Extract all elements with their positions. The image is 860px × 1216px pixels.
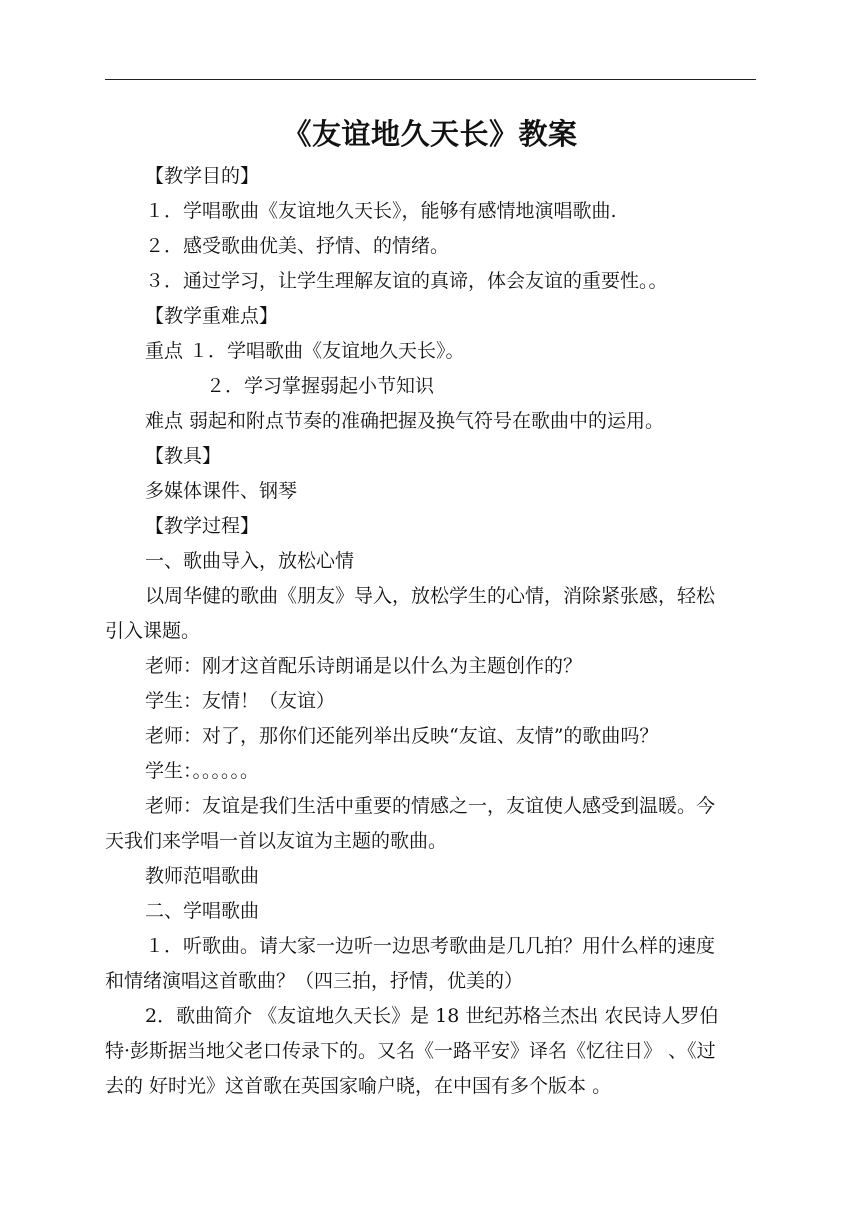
section-heading-objectives: 【教学目的】 <box>145 165 260 187</box>
objective-2: ２．感受歌曲优美、抒情、的情绪。 <box>145 235 450 257</box>
document-title: 《友谊地久天长》教案 <box>282 117 578 151</box>
dialogue-line: 老师：刚才这首配乐诗朗诵是以什么为主题创作的？ <box>145 655 583 677</box>
section-heading-process: 【教学过程】 <box>145 515 260 537</box>
key-point-1: 重点 １．学唱歌曲《友谊地久天长》。 <box>145 340 465 362</box>
step-2-heading: 二、学唱歌曲 <box>145 900 260 922</box>
paragraph-line: 教师范唱歌曲 <box>145 865 260 887</box>
section-heading-materials: 【教具】 <box>145 445 222 467</box>
key-point-2: ２．学习掌握弱起小节知识 <box>206 375 435 397</box>
section-heading-key-points: 【教学重难点】 <box>145 305 279 327</box>
objective-3: ３．通过学习，让学生理解友谊的真谛，体会友谊的重要性。。 <box>145 270 668 292</box>
paragraph-line: 以周华健的歌曲《朋友》导入，放松学生的心情，消除紧张感，轻松 <box>145 585 716 607</box>
materials-text: 多媒体课件、钢琴 <box>145 480 298 502</box>
difficult-point: 难点 弱起和附点节奏的准确把握及换气符号在歌曲中的运用。 <box>145 410 665 432</box>
header-rule <box>105 79 756 80</box>
paragraph-line: １．听歌曲。请大家一边听一边思考歌曲是几几拍？用什么样的速度 <box>145 935 716 957</box>
dialogue-line: 老师：友谊是我们生活中重要的情感之一，友谊使人感受到温暖。今 <box>145 795 716 817</box>
paragraph-line: 2．歌曲简介 《友谊地久天长》是 18 世纪苏格兰杰出 农民诗人罗伯 <box>145 1005 719 1027</box>
dialogue-line: 老师：对了，那你们还能列举出反映“友谊、友情”的歌曲吗？ <box>145 725 659 747</box>
paragraph-line: 特·彭斯据当地父老口传录下的。又名《一路平安》译名《忆往日》 、《过 <box>105 1040 716 1062</box>
dialogue-line: 天我们来学唱一首以友谊为主题的歌曲。 <box>105 830 448 852</box>
dialogue-line: 学生：。。。。。。 <box>145 760 260 782</box>
paragraph-line: 引入课题。 <box>105 620 201 642</box>
dialogue-line: 学生：友情！（友谊） <box>145 690 336 712</box>
step-1-heading: 一、歌曲导入，放松心情 <box>145 550 355 572</box>
paragraph-line: 和情绪演唱这首歌曲？（四三拍，抒情，优美的） <box>105 970 524 992</box>
paragraph-line: 去的 好时光》这首歌在英国家喻户晓，在中国有多个版本 。 <box>105 1075 612 1097</box>
objective-1: １．学唱歌曲《友谊地久天长》，能够有感情地演唱歌曲. <box>145 200 617 222</box>
